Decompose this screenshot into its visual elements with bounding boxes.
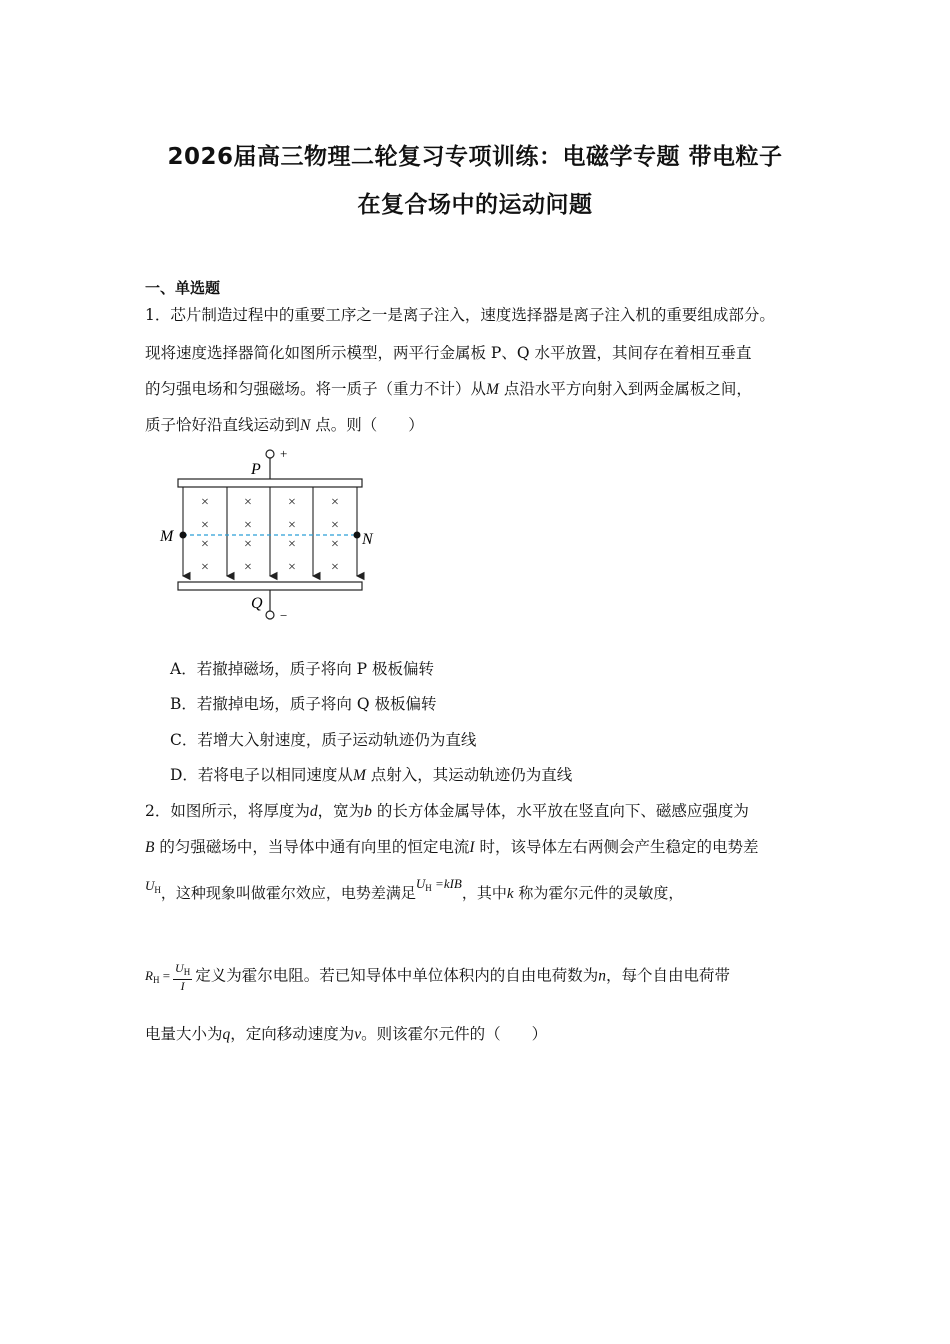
- svg-text:×: ×: [244, 537, 252, 552]
- svg-text:×: ×: [331, 560, 339, 575]
- q1-var-m: M: [486, 381, 499, 398]
- q2-var-q: q: [222, 1026, 231, 1043]
- svg-text:×: ×: [201, 518, 209, 533]
- q2-var-v: v: [354, 1026, 362, 1043]
- q2-var-n: n: [598, 967, 606, 985]
- q1-line3: [145, 377, 752, 399]
- point-n: [354, 532, 361, 539]
- q2-l3-c: 称为霍尔元件的灵敏度，: [513, 884, 684, 902]
- terminal-q: [266, 611, 274, 619]
- plate-q: [178, 582, 362, 590]
- plate-p: [178, 479, 362, 487]
- q1-line3-text-b: 点沿水平方向射入到两金属板之间，: [498, 380, 752, 398]
- q2-var-d: d: [309, 803, 318, 820]
- q1-line4: [145, 413, 424, 435]
- q1-option-a: A．若撤掉磁场，质子将向 P 极板偏转: [170, 660, 434, 678]
- svg-text:×: ×: [201, 537, 209, 552]
- q1-line4-text-b: 点。则（ ）: [310, 416, 424, 434]
- q2-var-b: b: [364, 803, 372, 820]
- q2-var-B: B: [145, 839, 155, 856]
- q2-l3-a: ，这种现象叫做霍尔效应，电势差满足: [160, 884, 416, 902]
- q2-l4-b: ，每个自由电荷带: [605, 966, 730, 985]
- svg-text:×: ×: [201, 560, 209, 575]
- svg-text:×: ×: [288, 537, 296, 552]
- q1-option-d: [170, 763, 572, 785]
- q1-line1: 1．芯片制造过程中的重要工序之一是离子注入，速度选择器是离子注入机的重要组成部分。: [145, 306, 775, 324]
- q2-l4-a: 定义为霍尔电阻。若已知导体中单位体积内的自由电荷数为: [195, 966, 599, 985]
- svg-text:×: ×: [244, 495, 252, 510]
- label-q: Q: [251, 595, 263, 612]
- q2-fraction: $\frac{U_H}{I}$: [175, 961, 191, 993]
- q2-line3: [145, 876, 684, 903]
- svg-text:×: ×: [331, 518, 339, 533]
- q2-var-I: I: [469, 839, 475, 856]
- velocity-selector-figure: [150, 440, 390, 630]
- q2-l3-b: ，其中: [461, 884, 507, 902]
- q2-l5-b: ，定向移动速度为: [230, 1025, 355, 1043]
- q2-l5-a: 电量大小为: [145, 1025, 223, 1043]
- svg-text:×: ×: [331, 495, 339, 510]
- label-m: M: [160, 528, 174, 545]
- q1-line3-text-a: 的匀强电场和匀强磁场。将一质子（重力不计）从: [145, 380, 487, 398]
- svg-text:×: ×: [288, 495, 296, 510]
- svg-text:×: ×: [288, 560, 296, 575]
- q2-line4: [145, 962, 730, 993]
- q2-l1-b: ，宽为: [317, 802, 365, 820]
- q1-line2: 现将速度选择器简化如图所示模型，两平行金属板 P、Q 水平放置，其间存在着相互垂直: [145, 344, 752, 362]
- q1-line4-text-a: 质子恰好沿直线运动到: [145, 416, 301, 434]
- q1-option-b: B．若撤掉电场，质子将向 Q 极板偏转: [170, 695, 437, 713]
- terminal-p: [266, 450, 274, 458]
- q2-l2-a: 的匀强磁场中，当导体中通有向里的恒定电流: [154, 838, 470, 856]
- svg-text:×: ×: [244, 518, 252, 533]
- q2-l1-c: 的长方体金属导体，水平放在竖直向下、磁感应强度为: [371, 802, 749, 820]
- q2-l2-b: 时，该导体左右两侧会产生稳定的电势差: [474, 838, 759, 856]
- q1-option-d-text-a: D．若将电子以相同速度从: [170, 766, 353, 784]
- q2-hall-formula: $U_H =kIB$: [415, 876, 462, 893]
- q2-line5: [145, 1022, 547, 1044]
- q1-option-d-text-b: 点射入，其运动轨迹仍为直线: [365, 766, 573, 784]
- svg-text:×: ×: [331, 537, 339, 552]
- svg-text:×: ×: [288, 518, 296, 533]
- q2-uh-symbol: $U_H$: [145, 878, 161, 895]
- minus-sign: −: [280, 608, 288, 623]
- q2-hall-resistance-formula: $R_H$ = $\frac{U_H}{I}$: [145, 961, 191, 993]
- plus-sign: +: [280, 446, 288, 461]
- q2-line1: [145, 799, 749, 821]
- svg-text:×: ×: [244, 560, 252, 575]
- q2-l5-c: 。则该霍尔元件的（ ）: [361, 1025, 548, 1043]
- svg-text:×: ×: [201, 495, 209, 510]
- q1-option-d-var-m: M: [352, 767, 366, 784]
- page-title-line2: 在复合场中的运动问题: [357, 192, 593, 218]
- q2-line2: [145, 835, 759, 857]
- point-m: [180, 532, 187, 539]
- section-heading: 一、单选题: [145, 279, 221, 297]
- q2-var-k: k: [506, 886, 514, 902]
- label-p: P: [251, 461, 261, 478]
- q2-l1-a: 2．如图所示，将厚度为: [145, 802, 310, 820]
- label-n: N: [362, 531, 373, 548]
- page-title-line1: 2026届高三物理二轮复习专项训练：电磁学专题 带电粒子: [167, 144, 783, 170]
- q1-option-c: C．若增大入射速度，质子运动轨迹仍为直线: [170, 731, 477, 749]
- q1-var-n: N: [300, 417, 311, 434]
